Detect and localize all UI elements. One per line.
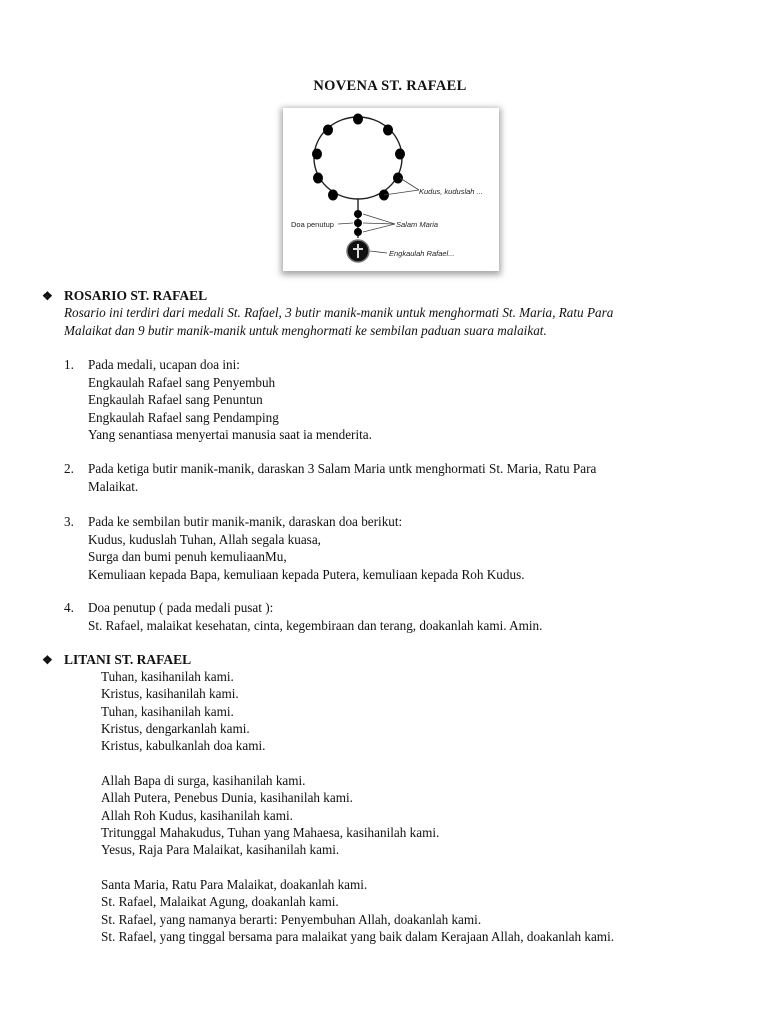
list-item-line: Pada medali, ucapan doa ini: — [88, 357, 240, 372]
stem-bead — [354, 228, 362, 236]
litany-line: Kristus, kabulkanlah doa kami. — [101, 738, 266, 754]
stem-bead — [354, 210, 362, 218]
leader-line — [400, 178, 419, 190]
litany-line: Allah Putera, Penebus Dunia, kasihanilah kami. — [101, 790, 353, 806]
list-item-number: 1. — [64, 357, 74, 372]
rosary-diagram — [283, 108, 499, 271]
litany-group-2 — [101, 772, 439, 858]
label-doa-penutup: Doa penutup — [291, 220, 334, 229]
rosario-intro-line: Malaikat dan 9 butir manik-manik untuk menghormati ke sembilan paduan suara malaikat. — [64, 323, 547, 338]
rosario-intro — [64, 304, 734, 340]
bead — [395, 149, 405, 160]
leader-line — [363, 214, 395, 224]
page-title: NOVENA ST. RAFAEL — [313, 78, 467, 94]
litany-line: Tritunggal Mahakudus, Tuhan yang Mahaesa, kasihanilah kami. — [101, 824, 440, 840]
rosario-intro-line: Rosario ini terdiri dari medali St. Rafael, 3 butir manik-manik untuk menghormati St. Maria, Ratu Para — [64, 305, 614, 320]
litany-line: St. Rafael, yang namanya berarti: Penyembuhan Allah, doakanlah kami. — [101, 911, 482, 927]
list-item-line: Yang senantiasa menyertai manusia saat ia menderita. — [88, 427, 372, 442]
label-salam-maria: Salam Maria — [396, 220, 439, 229]
stem-bead — [354, 219, 362, 227]
label-kudus: Kudus, kuduslah ... — [419, 187, 483, 196]
litani-heading — [42, 652, 191, 668]
label-engkaulah: Engkaulah Rafael... — [389, 249, 455, 258]
list-item-line: Malaikat. — [88, 478, 139, 494]
list-item-line: Pada ke sembilan butir manik-manik, daraskan doa berikut: — [88, 514, 403, 529]
list-item-line: Doa penutup ( pada medali pusat ): — [88, 600, 274, 615]
litany-line: St. Rafael, Malaikat Agung, doakanlah kami. — [101, 894, 339, 910]
list-item-line: Kudus, kuduslah Tuhan, Allah segala kuasa, — [88, 531, 321, 547]
diamond-bullet-icon: ❖ — [42, 653, 53, 667]
list-item-line: Engkaulah Rafael sang Pendamping — [88, 409, 279, 425]
rosary-diagram-svg — [283, 108, 499, 271]
leader-line — [370, 251, 387, 253]
leader-line — [338, 223, 353, 224]
list-item-line: St. Rafael, malaikat kesehatan, cinta, kegembiraan dan terang, doakanlah kami. Amin. — [88, 617, 543, 633]
litany-group-3 — [101, 876, 614, 945]
bead — [313, 173, 323, 184]
rosario-heading — [42, 288, 207, 304]
litany-line: Santa Maria, Ratu Para Malaikat, doakanlah kami. — [101, 877, 368, 892]
bead — [353, 114, 363, 125]
diamond-bullet-icon: ❖ — [42, 289, 53, 303]
litany-line: Allah Roh Kudus, kasihanilah kami. — [101, 807, 293, 823]
litany-line: Tuhan, kasihanilah kami. — [101, 703, 234, 719]
litany-line: Allah Bapa di surga, kasihanilah kami. — [101, 773, 306, 788]
bead — [393, 173, 403, 184]
list-item-line: Kemuliaan kepada Bapa, kemuliaan kepada Putera, kemuliaan kepada Roh Kudus. — [88, 566, 525, 582]
leader-line — [384, 190, 419, 195]
bead — [328, 190, 338, 201]
litany-line: St. Rafael, yang tinggal bersama para malaikat yang baik dalam Kerajaan Allah, doakanlah kami. — [101, 928, 615, 944]
litany-line: Tuhan, kasihanilah kami. — [101, 669, 234, 684]
litany-line: Kristus, dengarkanlah kami. — [101, 720, 250, 736]
list-item-number: 3. — [64, 514, 74, 529]
litany-line: Yesus, Raja Para Malaikat, kasihanilah kami. — [101, 842, 340, 858]
list-item-line: Pada ketiga butir manik-manik, daraskan 3 Salam Maria untk menghormati St. Maria, Ratu Para — [88, 461, 597, 476]
list-item-number: 4. — [64, 600, 74, 615]
litany-line: Kristus, kasihanilah kami. — [101, 686, 239, 702]
rosario-heading-text: ROSARIO ST. RAFAEL — [64, 288, 208, 303]
bead — [323, 125, 333, 136]
list-item-line: Engkaulah Rafael sang Penuntun — [88, 392, 263, 407]
leader-line — [363, 224, 395, 232]
list-item-line: Engkaulah Rafael sang Penyembuh — [88, 374, 276, 390]
bead — [312, 149, 322, 160]
bead — [383, 125, 393, 136]
litani-heading-text: LITANI ST. RAFAEL — [64, 652, 192, 667]
list-item-line: Surga dan bumi penuh kemuliaanMu, — [88, 549, 287, 564]
leader-line — [363, 223, 395, 224]
litany-group-1 — [101, 668, 265, 754]
list-item-number: 2. — [64, 461, 74, 476]
